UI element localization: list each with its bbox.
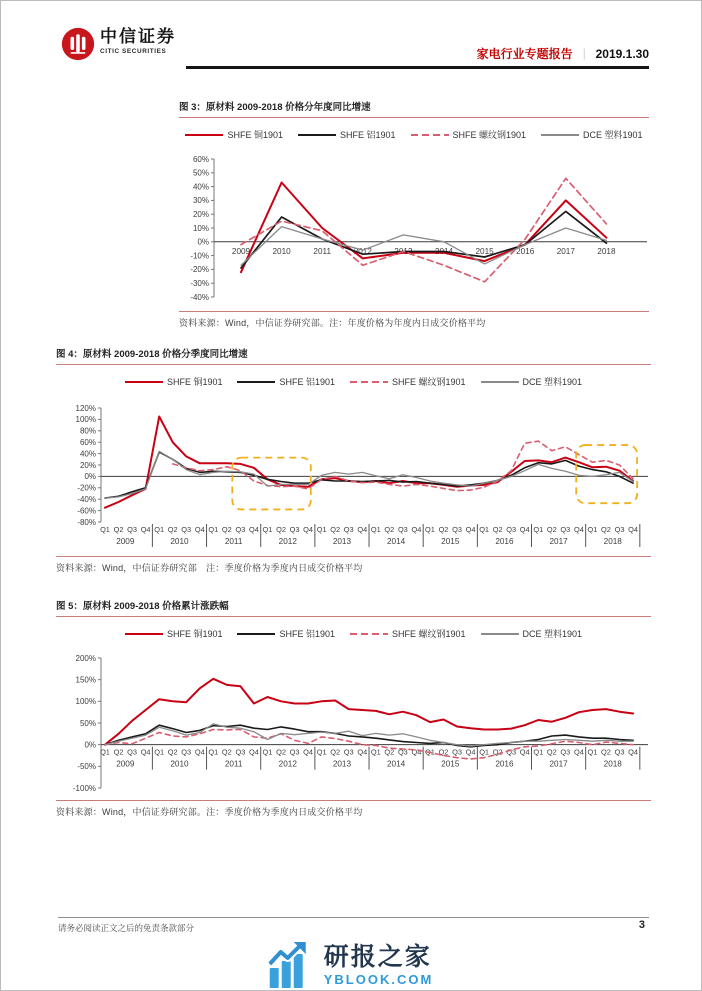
svg-text:2014: 2014 (434, 246, 454, 256)
svg-text:Q4: Q4 (628, 525, 638, 534)
svg-text:2015: 2015 (475, 246, 494, 256)
svg-text:Q4: Q4 (573, 747, 584, 757)
svg-text:Q1: Q1 (100, 525, 110, 534)
svg-text:2011: 2011 (313, 246, 332, 256)
svg-text:Q2: Q2 (113, 747, 124, 757)
svg-text:Q1: Q1 (316, 747, 327, 757)
figure-3-title: 图 3：原材料 2009-2018 价格分年度同比增速 (179, 99, 649, 118)
svg-text:120%: 120% (75, 403, 96, 413)
svg-text:Q4: Q4 (465, 747, 476, 757)
svg-text:Q1: Q1 (425, 747, 435, 757)
svg-text:Q2: Q2 (438, 747, 449, 757)
legend-line-swatch (481, 379, 519, 385)
svg-text:Q3: Q3 (614, 747, 625, 757)
header-meta (477, 45, 649, 62)
svg-text:Q3: Q3 (452, 747, 462, 757)
legend-line-swatch (298, 132, 336, 138)
legend-line-swatch (185, 132, 223, 138)
svg-text:-40%: -40% (77, 495, 96, 504)
legend-label: SHFE 铜1901 (166, 377, 223, 387)
svg-text:10%: 10% (192, 223, 209, 233)
svg-text:2014: 2014 (387, 537, 406, 546)
svg-text:Q1: Q1 (587, 525, 598, 534)
svg-text:40%: 40% (192, 182, 209, 192)
svg-text:2009: 2009 (231, 246, 251, 256)
svg-text:2015: 2015 (441, 759, 460, 769)
figure-3-canvas (179, 149, 649, 309)
legend-line-swatch (541, 132, 579, 138)
svg-text:Q1: Q1 (479, 747, 490, 757)
figure-4-title: 图 4：原材料 2009-2018 价格分季度同比增速 (56, 346, 651, 365)
figure-4-legend (56, 375, 651, 388)
svg-text:2010: 2010 (170, 759, 189, 769)
svg-text:Q4: Q4 (357, 747, 368, 757)
watermark (269, 942, 434, 988)
svg-text:Q3: Q3 (181, 525, 192, 534)
svg-text:Q1: Q1 (262, 525, 273, 534)
svg-text:Q1: Q1 (479, 525, 490, 534)
svg-text:-50%: -50% (77, 762, 96, 772)
svg-text:Q4: Q4 (194, 747, 205, 757)
svg-text:Q1: Q1 (316, 525, 327, 534)
svg-text:2015: 2015 (441, 537, 460, 546)
svg-text:150%: 150% (75, 675, 96, 685)
series-line (105, 451, 633, 498)
svg-text:Q2: Q2 (438, 525, 449, 534)
svg-text:Q1: Q1 (425, 525, 435, 534)
series-line (173, 441, 633, 491)
svg-text:Q4: Q4 (465, 525, 476, 534)
svg-text:0%: 0% (197, 237, 209, 247)
svg-text:Q4: Q4 (357, 525, 368, 534)
svg-text:2018: 2018 (603, 759, 622, 769)
svg-text:80%: 80% (79, 426, 96, 436)
svg-text:Q3: Q3 (343, 747, 354, 757)
svg-text:2011: 2011 (224, 537, 243, 546)
legend-label: SHFE 铝1901 (279, 629, 335, 639)
svg-text:30%: 30% (192, 196, 209, 206)
svg-text:2009: 2009 (116, 537, 135, 546)
figure-5-title: 图 5：原材料 2009-2018 价格累计涨跌幅 (56, 598, 651, 617)
svg-text:Q4: Q4 (140, 525, 151, 534)
svg-text:Q2: Q2 (221, 525, 232, 534)
legend-item (237, 375, 335, 388)
figure-4-canvas (56, 396, 651, 554)
svg-text:60%: 60% (192, 154, 209, 164)
svg-text:Q4: Q4 (249, 747, 259, 757)
svg-text:Q2: Q2 (546, 747, 557, 757)
svg-text:Q2: Q2 (330, 525, 341, 534)
legend-item (411, 128, 527, 141)
svg-text:Q3: Q3 (506, 525, 517, 534)
svg-text:-80%: -80% (77, 517, 96, 527)
legend-label: SHFE 螺纹钢1901 (392, 377, 466, 387)
legend-line-swatch (125, 379, 163, 385)
legend-label: SHFE 铝1901 (339, 130, 396, 140)
svg-text:2014: 2014 (387, 759, 406, 769)
svg-text:Q2: Q2 (601, 525, 611, 534)
svg-text:Q2: Q2 (167, 747, 178, 757)
svg-text:Q2: Q2 (276, 747, 286, 757)
svg-text:-20%: -20% (190, 265, 209, 275)
svg-text:-10%: -10% (190, 251, 209, 261)
svg-text:Q1: Q1 (154, 525, 165, 534)
svg-text:50%: 50% (192, 168, 209, 178)
svg-text:Q1: Q1 (208, 525, 219, 534)
svg-text:100%: 100% (75, 697, 96, 707)
svg-text:Q4: Q4 (411, 747, 422, 757)
svg-text:Q3: Q3 (289, 747, 300, 757)
svg-text:Q2: Q2 (492, 747, 503, 757)
footer-divider (58, 917, 649, 918)
svg-text:2018: 2018 (603, 537, 622, 546)
svg-text:2017: 2017 (556, 246, 575, 256)
svg-text:2017: 2017 (549, 537, 568, 546)
series-line (241, 211, 606, 268)
legend-line-swatch (350, 631, 388, 637)
svg-text:2012: 2012 (278, 537, 297, 546)
report-date: 2019.1.30 (595, 47, 649, 61)
header-divider (186, 66, 649, 69)
svg-text:Q3: Q3 (560, 747, 571, 757)
svg-text:-40%: -40% (190, 292, 209, 302)
svg-text:60%: 60% (79, 438, 96, 447)
svg-text:Q1: Q1 (533, 747, 544, 757)
figure-3 (179, 99, 649, 329)
svg-text:-100%: -100% (72, 783, 96, 793)
svg-text:Q2: Q2 (492, 525, 503, 534)
svg-text:Q3: Q3 (397, 747, 408, 757)
legend-item (185, 128, 283, 141)
legend-item (298, 128, 396, 141)
figure-4 (56, 346, 651, 574)
svg-text:Q3: Q3 (452, 525, 462, 534)
svg-text:2012: 2012 (353, 246, 372, 256)
legend-item (125, 375, 223, 388)
svg-text:Q1: Q1 (370, 525, 381, 534)
svg-text:2017: 2017 (549, 759, 568, 769)
svg-text:Q4: Q4 (140, 747, 151, 757)
svg-text:2013: 2013 (332, 537, 352, 546)
legend-label: DCE 塑料1901 (522, 629, 583, 639)
figure-4-divider (56, 556, 651, 557)
figure-4-source: 资料来源：Wind，中信证券研究部 注：季度价格为季度内日成交价格平均 (56, 563, 363, 573)
svg-text:2016: 2016 (495, 537, 514, 546)
legend-label: SHFE 螺纹钢1901 (452, 130, 527, 140)
svg-text:Q3: Q3 (343, 525, 354, 534)
figure-3-source: 资料来源：Wind，中信证券研究部。注：年度价格为年度内日成交价格平均 (179, 318, 486, 328)
watermark-site: YBLOOK.COM (323, 971, 434, 987)
svg-text:Q4: Q4 (249, 525, 259, 534)
svg-text:Q1: Q1 (262, 747, 273, 757)
svg-text:Q4: Q4 (303, 747, 314, 757)
legend-label: DCE 塑料1901 (522, 377, 583, 387)
svg-text:Q1: Q1 (100, 747, 110, 757)
svg-text:2016: 2016 (495, 759, 514, 769)
svg-text:100%: 100% (75, 415, 96, 425)
svg-text:-20%: -20% (77, 483, 96, 493)
series-line (241, 227, 606, 266)
svg-text:20%: 20% (79, 460, 96, 470)
svg-text:Q3: Q3 (235, 747, 246, 757)
svg-text:Q3: Q3 (235, 525, 246, 534)
svg-text:Q2: Q2 (113, 525, 124, 534)
svg-text:2011: 2011 (224, 759, 243, 769)
legend-line-swatch (350, 379, 388, 385)
series-line (105, 417, 633, 508)
svg-text:Q1: Q1 (154, 747, 165, 757)
series-line (105, 452, 633, 498)
svg-text:Q2: Q2 (384, 525, 395, 534)
legend-item (541, 128, 643, 141)
svg-text:2018: 2018 (597, 246, 616, 256)
svg-text:0%: 0% (84, 472, 96, 482)
legend-label: SHFE 铝1901 (279, 377, 335, 387)
svg-text:Q4: Q4 (519, 525, 530, 534)
svg-text:2009: 2009 (116, 759, 135, 769)
legend-line-swatch (237, 379, 275, 385)
svg-text:2012: 2012 (278, 759, 297, 769)
legend-label: SHFE 螺纹钢1901 (392, 629, 466, 639)
svg-text:2010: 2010 (272, 246, 291, 256)
figure-5 (56, 598, 651, 818)
legend-label: DCE 塑料1901 (583, 130, 643, 140)
bar-chart-arrow-icon (269, 942, 315, 988)
legend-item (350, 375, 466, 388)
page-header (1, 1, 701, 73)
legend-label: SHFE 铜1901 (166, 629, 223, 639)
svg-text:Q2: Q2 (276, 525, 286, 534)
legend-line-swatch (481, 631, 519, 637)
legend-item (481, 375, 583, 388)
legend-line-swatch (411, 132, 449, 138)
svg-text:20%: 20% (192, 210, 209, 219)
svg-text:40%: 40% (79, 449, 96, 459)
figure-3-divider (179, 311, 649, 312)
figure-3-legend (179, 128, 649, 141)
svg-text:Q4: Q4 (628, 747, 638, 757)
brand-name-cn: 中信证券 (100, 27, 176, 47)
page-number: 3 (638, 919, 645, 931)
citic-logo-icon (61, 27, 95, 61)
svg-text:Q1: Q1 (208, 747, 219, 757)
svg-text:Q4: Q4 (303, 525, 314, 534)
svg-text:Q4: Q4 (519, 747, 530, 757)
legend-item (481, 627, 583, 640)
svg-text:Q3: Q3 (506, 747, 517, 757)
svg-text:2013: 2013 (332, 759, 352, 769)
svg-text:50%: 50% (79, 718, 96, 728)
legend-line-swatch (125, 631, 163, 637)
brand-name-en: CITIC SECURITIES (100, 48, 167, 55)
header-separator: ｜ (578, 49, 590, 61)
svg-text:Q1: Q1 (587, 747, 598, 757)
series-line (241, 178, 606, 281)
svg-text:Q2: Q2 (221, 747, 232, 757)
brand-block (100, 29, 176, 55)
watermark-text-block (323, 942, 434, 987)
report-type-label: 家电行业专题报告 (476, 47, 573, 61)
svg-text:2013: 2013 (394, 246, 413, 256)
svg-text:Q4: Q4 (194, 525, 205, 534)
svg-text:Q2: Q2 (384, 747, 395, 757)
svg-text:0%: 0% (84, 740, 96, 750)
figure-5-canvas (56, 648, 651, 798)
svg-text:2016: 2016 (516, 246, 535, 256)
legend-line-swatch (237, 631, 275, 637)
svg-text:Q3: Q3 (289, 525, 300, 534)
figure-5-divider (56, 800, 651, 801)
svg-text:Q1: Q1 (533, 525, 544, 534)
svg-text:Q3: Q3 (614, 525, 625, 534)
svg-text:Q2: Q2 (546, 525, 557, 534)
svg-text:Q3: Q3 (127, 747, 138, 757)
svg-text:Q1: Q1 (370, 747, 381, 757)
legend-label: SHFE 铜1901 (227, 130, 283, 140)
legend-item (350, 627, 466, 640)
svg-text:Q4: Q4 (411, 525, 422, 534)
legend-item (125, 627, 223, 640)
svg-text:-30%: -30% (190, 279, 209, 288)
svg-text:Q4: Q4 (573, 525, 584, 534)
svg-text:Q3: Q3 (560, 525, 571, 534)
svg-text:Q3: Q3 (181, 747, 192, 757)
svg-text:Q2: Q2 (167, 525, 178, 534)
svg-text:Q3: Q3 (127, 525, 138, 534)
legend-item (237, 627, 335, 640)
svg-text:Q2: Q2 (330, 747, 341, 757)
svg-text:Q2: Q2 (601, 747, 611, 757)
disclaimer-text: 请务必阅读正文之后的免责条款部分 (58, 923, 195, 933)
figure-5-legend (56, 627, 651, 640)
svg-text:200%: 200% (75, 653, 96, 663)
svg-text:2010: 2010 (170, 537, 189, 546)
svg-text:Q3: Q3 (397, 525, 408, 534)
figure-5-source: 资料来源：Wind，中信证券研究部。注：季度价格为季度内日成交价格平均 (56, 807, 363, 817)
watermark-name: 研报之家 (323, 942, 432, 971)
svg-text:-60%: -60% (77, 506, 96, 516)
